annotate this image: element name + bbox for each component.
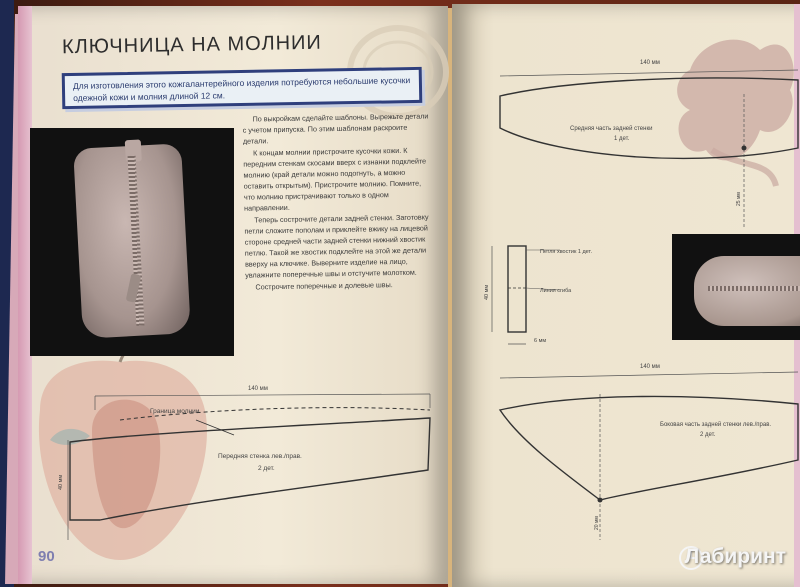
paragraph: К концам молнии пристрочите кусочки кожи. К передним стенкам скосами вверх с изнанки подклейте молнию (край детали можно подогнуть, а можно оставить открытым). Пристрочите молнию. Помните, что молнию пристрачивают только в одном направлении. xyxy=(243,145,427,213)
loop-height: 40 мм xyxy=(484,284,490,300)
page-number: 90 xyxy=(38,548,55,565)
front-wall-height: 40 мм xyxy=(58,474,64,490)
pattern-loop xyxy=(492,246,560,344)
back-side-height: 20 мм xyxy=(594,516,600,530)
watermark: Лабиринт xyxy=(684,545,786,568)
paragraph: Сострочите поперечные и долевые швы. xyxy=(255,280,393,292)
front-wall-count: 2 дет. xyxy=(258,465,275,472)
instructions-text xyxy=(242,110,435,293)
zipper-side xyxy=(708,286,800,291)
back-middle-width: 140 мм xyxy=(640,60,660,66)
leather-keycase-side xyxy=(694,256,800,326)
paragraph: Теперь сострочите детали задней стенки. Заготовку петли сложите пополам и приклейте вжику на лицевой стороне средней части задней стенки нижний хвостик петлю. Такой же хвостик подклейте на этой же детали вверху на ключике. Выверните изделие на лицо, увлажните поперечные швы и отстучите молотком. xyxy=(244,212,429,280)
page-title: КЛЮЧНИЦА НА МОЛНИИ xyxy=(61,31,322,59)
fold-line-label: Линия сгиба xyxy=(540,288,572,294)
swirl-ornament xyxy=(677,40,794,161)
pattern-back-side xyxy=(500,372,798,540)
front-wall-label: Передняя стенка лев./прав. xyxy=(218,453,302,460)
keycase-photo xyxy=(30,128,234,356)
paragraph: По выкройкам сделайте шаблоны. Вырежьте детали с учетом припуска. По этим шаблонам раскроите детали. xyxy=(242,111,429,146)
keycase-photo-side xyxy=(672,234,800,340)
loop-label: Петля хвостик 1 дет. xyxy=(540,249,592,255)
back-middle-label: Средняя часть задней стенки xyxy=(570,126,653,132)
pattern-width-label: 140 мм xyxy=(248,386,268,392)
back-side-label: Боковая часть задней стенки лев./прав. xyxy=(660,422,772,428)
back-middle-count: 1 дет. xyxy=(614,136,630,142)
back-side-width: 140 мм xyxy=(640,364,660,370)
back-middle-height: 25 мм xyxy=(736,192,742,206)
leather-keycase xyxy=(73,143,191,338)
intro-box: Для изготовления этого кожгалантерейного изделия потребуются небольшие кусочки одежной кожи и молния длиной 12 см. xyxy=(62,67,423,109)
loop-width: 6 мм xyxy=(534,338,547,344)
back-side-count: 2 дет. xyxy=(700,432,716,438)
zipper-border-label: Граница молнии xyxy=(150,408,200,415)
